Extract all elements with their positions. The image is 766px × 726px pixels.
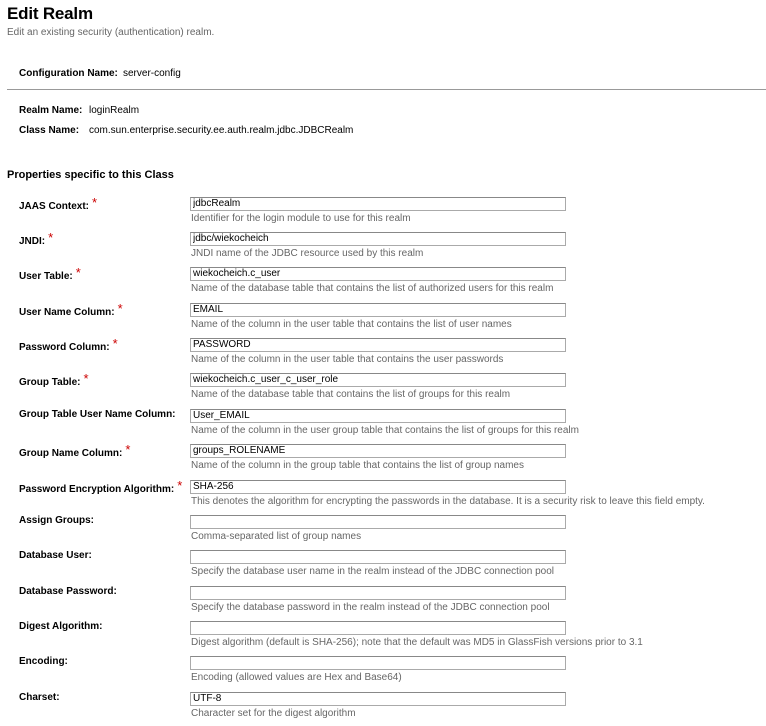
field-row-encoding: [0, 656, 766, 690]
group-name-column-help-text: Name of the column in the group table that contains the list of group names: [191, 460, 524, 471]
field-label-text: Group Name Column:: [19, 448, 123, 459]
field-label-text: Database User:: [19, 550, 92, 561]
page-title: Edit Realm: [7, 4, 93, 23]
field-label-text: Database Password:: [19, 586, 117, 597]
field-label-assign-groups: [19, 515, 94, 526]
user-name-column-help-text: Name of the column in the user table that contains the list of user names: [191, 319, 512, 330]
class-name-label: Class Name:: [19, 125, 80, 136]
required-asterisk-icon: *: [48, 230, 54, 245]
jaas-context-help-text: Identifier for the login module to use for this realm: [191, 213, 411, 224]
divider: [7, 89, 766, 90]
user-table-help-text: Name of the database table that contains the list of authorized users for this realm: [191, 283, 554, 294]
group-name-column-input[interactable]: [190, 444, 566, 458]
field-label-database-password: [19, 586, 117, 597]
field-label-text: JNDI:: [19, 236, 46, 247]
field-row-password-encryption-algorithm: [0, 480, 766, 514]
realm-name-label: Realm Name:: [19, 105, 83, 116]
required-asterisk-icon: *: [83, 371, 89, 386]
field-label-text: JAAS Context:: [19, 201, 90, 212]
digest-algorithm-help-text: Digest algorithm (default is SHA-256); note that the default was MD5 in GlassFish versions prior to 3.1: [191, 637, 643, 648]
password-column-input[interactable]: [190, 338, 566, 352]
field-row-charset: [0, 692, 766, 726]
group-table-help-text: Name of the database table that contains the list of groups for this realm: [191, 389, 511, 400]
field-row-password-column: [0, 338, 766, 372]
field-row-jndi: [0, 232, 766, 266]
field-label-digest-algorithm: [19, 621, 103, 632]
group-table-user-name-column-input[interactable]: [190, 409, 566, 423]
field-row-digest-algorithm: [0, 621, 766, 655]
class-name-value: com.sun.enterprise.security.ee.auth.realm.jdbc.JDBCRealm: [89, 125, 354, 136]
field-label-group-table-user-name-column: [19, 409, 176, 420]
database-user-input[interactable]: [190, 550, 566, 564]
field-label-user-table: [19, 267, 81, 282]
field-row-assign-groups: [0, 515, 766, 549]
field-row-database-user: [0, 550, 766, 584]
database-password-input[interactable]: [190, 586, 566, 600]
assign-groups-help-text: Comma-separated list of group names: [191, 531, 362, 542]
field-row-user-table: [0, 267, 766, 301]
required-asterisk-icon: *: [92, 195, 98, 210]
page-subtitle: Edit an existing security (authentication) realm.: [7, 27, 215, 38]
field-label-password-column: [19, 338, 118, 353]
database-password-help-text: Specify the database password in the realm instead of the JDBC connection pool: [191, 602, 550, 613]
password-column-help-text: Name of the column in the user table that contains the user passwords: [191, 354, 504, 365]
field-row-group-table: [0, 373, 766, 407]
field-label-group-table: [19, 373, 89, 388]
jndi-help-text: JNDI name of the JDBC resource used by this realm: [191, 248, 424, 259]
field-label-text: Charset:: [19, 692, 60, 703]
field-label-encoding: [19, 656, 68, 667]
field-label-text: User Table:: [19, 271, 73, 282]
encoding-help-text: Encoding (allowed values are Hex and Base64): [191, 672, 402, 683]
group-table-user-name-column-help-text: Name of the column in the user group table that contains the list of groups for this realm: [191, 425, 579, 436]
field-label-jaas-context: [19, 197, 97, 212]
field-label-group-name-column: [19, 444, 130, 459]
required-asterisk-icon: *: [117, 301, 123, 316]
field-label-charset: [19, 692, 60, 703]
password-encryption-algorithm-input[interactable]: [190, 480, 566, 494]
field-row-database-password: [0, 586, 766, 620]
field-label-text: User Name Column:: [19, 307, 115, 318]
charset-input[interactable]: [190, 692, 566, 706]
field-label-text: Password Encryption Algorithm:: [19, 484, 175, 495]
digest-algorithm-input[interactable]: [190, 621, 566, 635]
configuration-name-label: Configuration Name:: [19, 68, 118, 79]
required-asterisk-icon: *: [177, 478, 183, 493]
field-label-text: Group Table User Name Column:: [19, 409, 176, 420]
section-title: Properties specific to this Class: [7, 169, 174, 181]
required-asterisk-icon: *: [125, 442, 131, 457]
field-row-group-table-user-name-column: [0, 409, 766, 443]
user-name-column-input[interactable]: [190, 303, 566, 317]
jndi-input[interactable]: [190, 232, 566, 246]
field-label-text: Encoding:: [19, 656, 68, 667]
field-label-database-user: [19, 550, 92, 561]
required-asterisk-icon: *: [112, 336, 118, 351]
jaas-context-input[interactable]: [190, 197, 566, 211]
group-table-input[interactable]: [190, 373, 566, 387]
configuration-name-value: server-config: [123, 68, 181, 79]
user-table-input[interactable]: [190, 267, 566, 281]
field-label-password-encryption-algorithm: [19, 480, 182, 495]
charset-help-text: Character set for the digest algorithm: [191, 708, 356, 719]
realm-name-value: loginRealm: [89, 105, 140, 116]
field-label-text: Password Column:: [19, 342, 110, 353]
encoding-input[interactable]: [190, 656, 566, 670]
field-row-group-name-column: [0, 444, 766, 478]
field-label-jndi: [19, 232, 53, 247]
password-encryption-algorithm-help-text: This denotes the algorithm for encrypting the passwords in the database. It is a security risk to leave this field empty.: [191, 496, 705, 507]
field-label-text: Assign Groups:: [19, 515, 95, 526]
field-label-text: Group Table:: [19, 377, 81, 388]
database-user-help-text: Specify the database user name in the realm instead of the JDBC connection pool: [191, 566, 554, 577]
assign-groups-input[interactable]: [190, 515, 566, 529]
field-row-jaas-context: [0, 197, 766, 231]
field-label-user-name-column: [19, 303, 123, 318]
field-row-user-name-column: [0, 303, 766, 337]
field-label-text: Digest Algorithm:: [19, 621, 103, 632]
required-asterisk-icon: *: [75, 265, 81, 280]
